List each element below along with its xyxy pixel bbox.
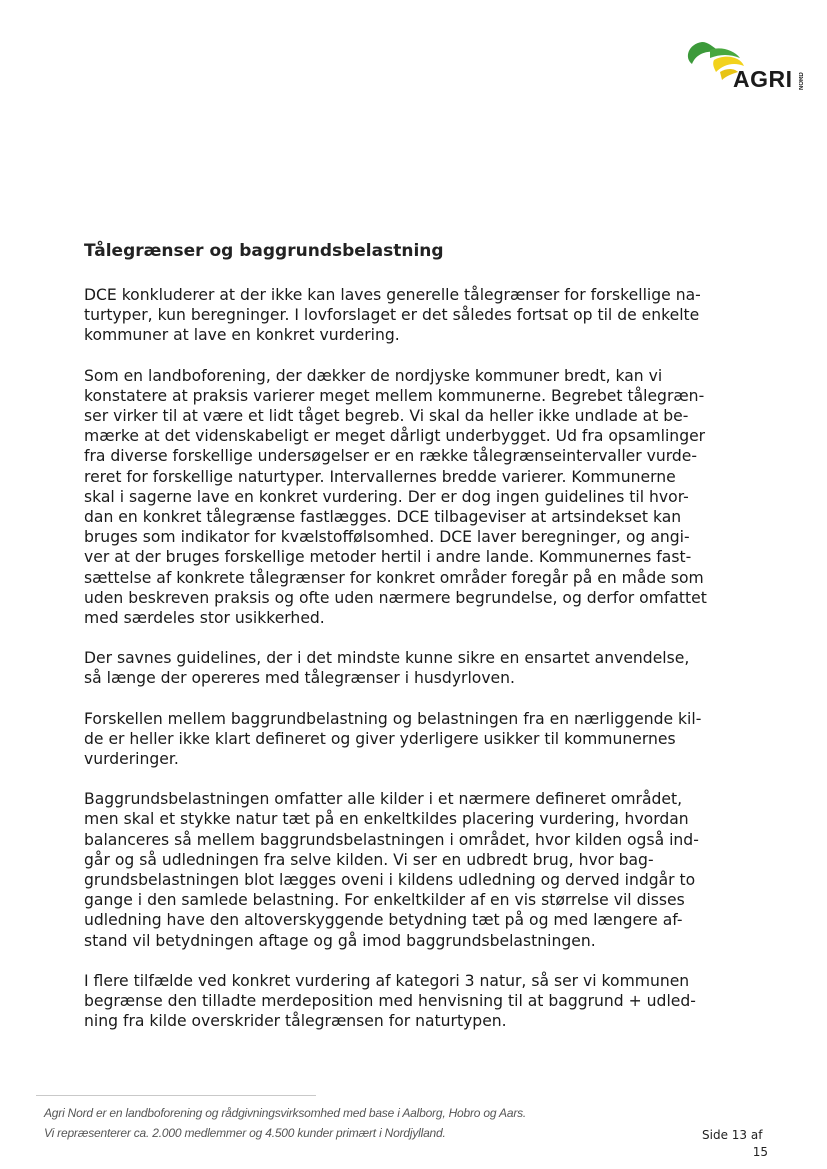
logo-green-swoosh bbox=[710, 48, 740, 58]
page-number bbox=[702, 1127, 772, 1161]
page-total: 15 bbox=[752, 1145, 768, 1159]
paragraph-4: Forskellen mellem baggrundbelastning og belastningen fra en nærliggende kil- de er heller ikke klart defineret og giver yderligere usikker til kommunernes vurderinger. bbox=[84, 709, 702, 769]
page-label: Side 13 af bbox=[702, 1128, 763, 1142]
logo-subtext: NORD bbox=[799, 72, 805, 90]
paragraph-3: Der savnes guidelines, der i det mindste kunne sikre en ensartet anvendelse, så længe der opereres med tålegrænser i husdyrloven. bbox=[84, 649, 690, 688]
paragraph-2: Som en landboforening, der dækker de nordjyske kommuner bredt, kan vi konstatere at praksis varierer meget mellem kommunerne. Begrebet tålegræn- ser virker til at være et lidt tåget begreb. Vi skal da heller ikke undlade at be- mærke at det videnskabeligt er meget dårligt underbygget. Ud fra opsamlinger fra diverse forskellige undersøgelser er en række tålegrænseintervaller vurde- reret for forskellige naturtyper. Intervallernes bredde varierer. Kommunerne skal i sagerne lave en konkret vurdering. Der er dog ingen guidelines til hvor- dan en konkret tålegrænse fastlægges. DCE tilbageviser at artsindekset kan bruges som indikator for kvælstoffølsomhed. DCE laver beregninger, og angi- ver at der bruges forskellige metoder hertil i andre lande. Kommunernes fast- sættelse af konkrete tålegrænser for konkret områder foregår på en måde som uden beskreven praksis og ofte uden nærmere begrundelse, og derfor omfattet med særdeles stor usikkerhed. bbox=[84, 366, 707, 628]
footer-line-2: Vi repræsenterer ca. 2.000 medlemmer og 4.500 kunder primært i Nordjylland. bbox=[44, 1126, 446, 1140]
paragraph-5: Baggrundsbelastningen omfatter alle kilder i et nærmere defineret området, men skal et stykke natur tæt på en enkeltkildes placering vurdering, hvordan balanceres så mellem baggrundsbelastningen i området, hvor kilden også ind- går og så udledningen fra selve kilden. Vi ser en udbredt brug, hvor bag- grundsbelastningen blot lægges oveni i kildens udledning og derved indgår to gange i den samlede belastning. For enkeltkilder af en vis størrelse vil disses udledning have den altoverskyggende betydning tæt på og med længere af- stand vil betydningen aftage og gå imod baggrundsbelastningen. bbox=[84, 790, 699, 950]
paragraph-6: I flere tilfælde ved konkret vurdering af kategori 3 natur, så ser vi kommunen begrænse den tilladte merdeposition med henvisning til at baggrund + udled- ning fra kilde overskrider tålegrænsen for naturtypen. bbox=[84, 971, 696, 1031]
section-heading: Tålegrænser og baggrundsbelastning bbox=[84, 241, 444, 261]
logo-wordmark: AGRI bbox=[733, 66, 793, 92]
footer-divider bbox=[36, 1095, 316, 1096]
footer-line-1: Agri Nord er en landboforening og rådgivningsvirksomhed med base i Aalborg, Hobro og Aars. bbox=[44, 1106, 527, 1120]
paragraph-1: DCE konkluderer at der ikke kan laves generelle tålegrænser for forskellige na- turtyper, kun beregninger. I lovforslaget er det således fortsat op til de enkelte kommuner at lave en konkret vurdering. bbox=[84, 286, 701, 345]
document-body bbox=[84, 240, 752, 1052]
